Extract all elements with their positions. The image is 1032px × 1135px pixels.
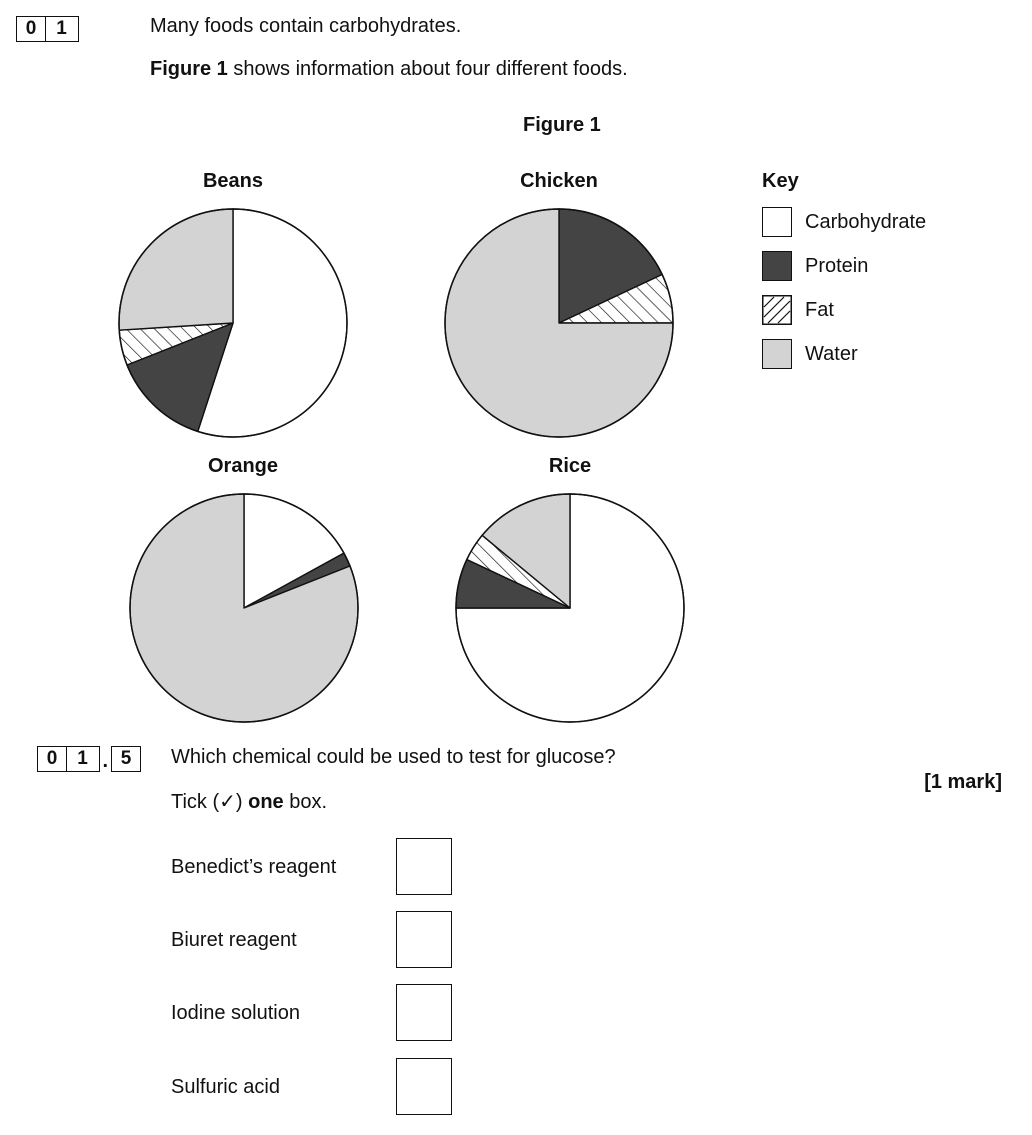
option-label-biuret: Biuret reagent [171, 929, 297, 951]
option-label-benedicts: Benedict’s reagent [171, 856, 337, 878]
subquestion-digit: 1 [66, 746, 100, 772]
tick-instruction-pre: Tick (✓) [171, 791, 249, 813]
key-swatch-carbohydrate [762, 207, 792, 237]
intro-text: Many foods contain carbohydrates. [150, 15, 462, 37]
key-swatch-protein [762, 251, 792, 281]
pie-chart-beans [117, 207, 349, 439]
key-label-carbohydrate: Carbohydrate [805, 211, 927, 233]
tickbox-benedicts[interactable] [396, 838, 452, 895]
pie-title-rice: Rice [548, 455, 592, 477]
marks-label: [1 mark] [924, 771, 1002, 793]
key-label-fat: Fat [805, 299, 834, 321]
pie-title-beans: Beans [202, 170, 264, 192]
tick-instruction-post: box. [283, 791, 328, 813]
question-number [16, 16, 79, 42]
subquestion-text: Which chemical could be used to test for glucose? [171, 746, 616, 768]
tickbox-sulfuric[interactable] [396, 1058, 452, 1115]
tickbox-iodine[interactable] [396, 984, 452, 1041]
key-swatch-water [762, 339, 792, 369]
subquestion-separator: . [102, 750, 109, 772]
tick-instruction [171, 789, 327, 814]
pie-title-chicken: Chicken [520, 170, 598, 192]
pie-chart-rice [454, 492, 686, 724]
key-label-water: Water [805, 343, 858, 365]
tick-instruction-bold: one [248, 791, 284, 813]
pie-chart-orange [128, 492, 360, 724]
key-label-protein: Protein [805, 255, 869, 277]
option-label-iodine: Iodine solution [171, 1002, 300, 1024]
question-digit: 0 [16, 16, 46, 42]
pie-chart-chicken [443, 207, 675, 439]
option-label-sulfuric: Sulfuric acid [171, 1076, 280, 1098]
figure-title: Figure 1 [523, 114, 601, 136]
figure-reference [150, 58, 628, 81]
subquestion-digit: 5 [111, 746, 141, 772]
pie-slice-water [119, 209, 233, 330]
figure-reference-bold: Figure 1 [150, 58, 228, 80]
subquestion-number [37, 746, 141, 772]
key-title: Key [762, 170, 799, 192]
tickbox-biuret[interactable] [396, 911, 452, 968]
pie-title-orange: Orange [207, 455, 279, 477]
question-digit: 1 [45, 16, 79, 42]
figure-reference-rest: shows information about four different foods. [227, 58, 628, 80]
key-swatch-fat [762, 295, 792, 325]
subquestion-digit: 0 [37, 746, 67, 772]
